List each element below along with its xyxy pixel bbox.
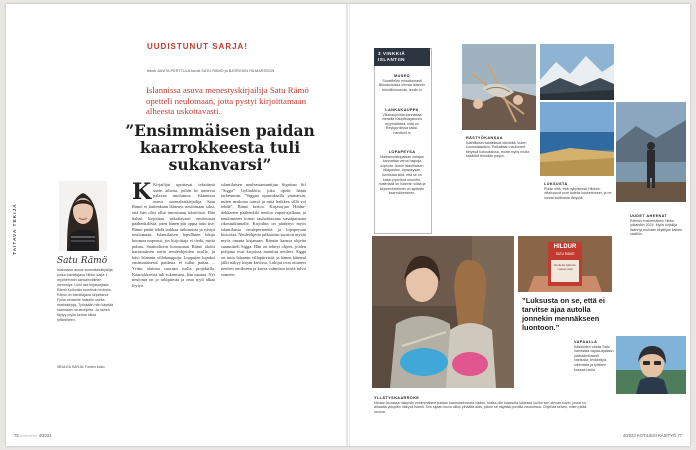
caption-title: VAPAALLA: [574, 340, 598, 344]
page-folio-right: 4/2023 KOTILIESI KÄSITYÖ 77: [622, 433, 682, 438]
magazine-spread: [6, 4, 690, 446]
caption-title: RÄSTYÖKANSAA: [466, 136, 503, 140]
tip-text: Matkamuistopaidan ostajan kannattaa varoa halpoja kopioita. Aidon islantilaisen villapaidan, lopapeysan, tunnistaa siitä, että se on käsin pyöröinä neulottu, materiaali on islannin villaa ja kirjoneuletekstin on ajoitettu kaarrokkeeseen.: [378, 154, 426, 196]
caption-text: Pidän siitä, että nykyisessä Hildurin villahousut ovat todella koskettuneet, ja ne luovat kodikasta lämpöä.: [544, 186, 612, 200]
photo-caption: [630, 214, 686, 237]
knitters-photo: [372, 236, 514, 388]
hiker-photo: [616, 102, 686, 202]
left-page: [6, 4, 348, 446]
lead-paragraph: Islannissa asuva menestyskirjailija Satu Rämö opetteli neulomaan, jotta pystyi kirjoittamaan alheesta uskottavasti.: [146, 85, 309, 116]
section-kicker: UUDISTUNUT SARJA!: [147, 42, 248, 51]
pull-quote: ”Luksusta on se, että ei tarvitse ajaa autolla jonnekin mennäkseen luontoon.”: [522, 296, 605, 332]
author-signature: Satu Rämö: [57, 256, 108, 266]
side-section-tag: TAITAVA TEKIJÄ: [13, 203, 18, 255]
tip-title: MUSEO: [394, 74, 410, 78]
drop-cap: K: [132, 179, 152, 205]
caption-text: Käsitöiden ohella Satu harrastaa vapaa-ajallaan pääsääntöisesti vaellusta, lenkkeilyä, lukemista ja tyttären kanssa uintia.: [574, 344, 614, 372]
tip-text: Suosittelen ehdottomasti Blönduósissa olevaa Islannin tekstiilimuseota, textile.is: [378, 78, 426, 92]
author-portrait: [59, 181, 107, 251]
author-bio-note: NEULEA SARJA: Fonten luotu.: [57, 365, 106, 369]
tip-item: [378, 108, 426, 136]
author-bio: Islannissa asuva suomalaiskirjailija, jonka toimittajana Hildur-sarja 1 myöhemmin kansainvälinen menestys. Uusi osa kirjasarjasta Rämö Kullonkin tuoreisiin teoksiin. Rämö on toimittajana kirjoittanut Fjolla-nimiselle naiselle useita matkakirjoja. Työssään hän käyttää saamiaan neuleohjeita. Ja hänen täytyy myös kertoa kiitos tyttärelleen.: [57, 268, 114, 322]
tips-box-heading: 3 VINKKIÄ ISLANTIIN: [374, 48, 430, 66]
bottom-caption: [374, 396, 594, 414]
tip-title: LOPAPEYSA: [388, 150, 416, 154]
caption-text: Islantilaiset rakastavat käsitöitä, kuten suomalaisetkin. Palkaltaan neuloneet tietyssä kokouksissa, mutta myös muita käsitöitä tehdään paljon.: [466, 140, 530, 159]
right-page: [348, 4, 690, 446]
page-folio-left: 78 ○○○○○○○ 4/2023: [14, 433, 52, 438]
caption-title: UUDET AHEENAT: [630, 214, 668, 218]
photo-caption: [574, 340, 614, 372]
article-headline: ”Ensimmäisen paidan kaarrokkeesta tuli sukanvarsi”: [125, 121, 315, 174]
bottom-caption-text: Neulon kuvassa näkyvän ensimmäisen paidan kaarrokekuviota väärin, koska olin kaavioita lukiessa luullut sen olevan kuvio, jossa on alhaalta ylöspäin näkyvä Islanti. Sen sijaan kuvio olikin ylhäältä alas, jolloin se näyttää poroilta neuloessa. Ohjeista selvisi, miten pitää neuloa.: [374, 400, 587, 414]
author-outdoor-photo: [616, 336, 686, 394]
article-column-1: [132, 179, 215, 417]
book-cover-subtitle: Neuleita islannin maisemista: [553, 263, 576, 271]
article-column-2: islantilaisen neuleasiantuntijan Sigrúnar Sif ”Sigga” Gylfadóttir, joka opetti häntä tarkemmin. ”Siggan opastuksella ymmärsin, miten neulonta toimii ja mitä kaikkea sillä voi tehdä”, Rämö kertoo. Kirjasarjan Hildur-dekkarien päähenkilö neuloo vapaa-ajallaan, ja neulominen toimii rauhoittavana vastapainona rikostutkinnalle. Kirjoihin on päätynyt myös islantilaisia neuleperinteitä ja lopapeysan historiaa. Neuleohjeita julkaistiin suosion myötä myös omana kirjanaan. Rämön kanssa ohjeita suunnitteli Sigga. Hän on tehnyt ohjeet, joiden pohjana ovat kirjoissa mainitut neuleet. Sigga on tuttu Islannin villapiireistä, ja hänen kätensä jälki näkyy kirjan kuvissa. Lukijat ovat ottaneet neuleet omikseen ja kuvia valmiista töistä tulvii someen.: [221, 182, 306, 277]
landscape-photo-coast: [540, 102, 614, 176]
caption-text: Rämön ensimmäinen Hildur julkaistiin 2024. Myös kirjailija lisännyt mukaan kirjailijan kaiken sisällön.: [630, 218, 683, 237]
tip-item: [378, 150, 426, 196]
tip-item: [378, 74, 426, 92]
knitting-photo: [462, 44, 536, 130]
bottom-caption-title: YLLÄTYSKAARROKE: [374, 396, 420, 400]
tip-title: LANKAKAUPPA: [385, 108, 419, 112]
caption-title: LUKSUSTA: [544, 182, 568, 186]
tip-text: Villakaupoista kannattaa vierailla Kaupfelagshúsin myymälässä, niitä on Reykjavíkissa kaksi. handknit.is: [382, 112, 422, 135]
photo-caption: [466, 136, 536, 159]
byline: teksti JANITA PERTTULA kuvat SATU RÄMÖ ja BJÖRGVIN HILMARSSON: [147, 69, 275, 73]
book-cover-author: SATU RÄMÖ: [555, 252, 575, 256]
column-1-text: Kirjailijat upottavat tekstiinsä usein aiheita, joihin he tuntevat palavaa intohimoa. Islannissa asuva suomalaiskirjailija Satu Rämö ei kuitenkaan lähtenyt neulomaan siksi, että hän olisi ollut innostunut käsitöistä. Hän halusi kirjoittaa uskottavasti neulovasta päähenkilöstä, joten hänen piti oppia taito itse. Rämö päätti tehdä tarkkaa tutkimusta ja ryhtyä neulomaan. Islantilaisen lopullinen lukija huomaa nopeasti, jos kirjoittaja ei tiedä, mistä puhuu. Saattoiltoon hotoutunut Rämö aloitti harrastuksen netin neuleohjeiden avulla, ja kävi Islannin villakauppoja. Loppujen lopuksi ensimmäisestä paidasta ei tullut paitaa. – Yritin aloittaa suoraan isolla projektilla. Kaarrokkeesta tuli sukanvarsi, hän nauraa. Nyt neulonta on jo arkipäivää ja oma tyyli alkaa löytyä.: [132, 182, 215, 288]
landscape-photo-mountains: [540, 44, 614, 100]
photo-caption: [544, 182, 612, 200]
book-cover-title: HILDUR: [553, 244, 577, 250]
page-gutter: [346, 4, 350, 446]
book-photo: [518, 236, 612, 292]
